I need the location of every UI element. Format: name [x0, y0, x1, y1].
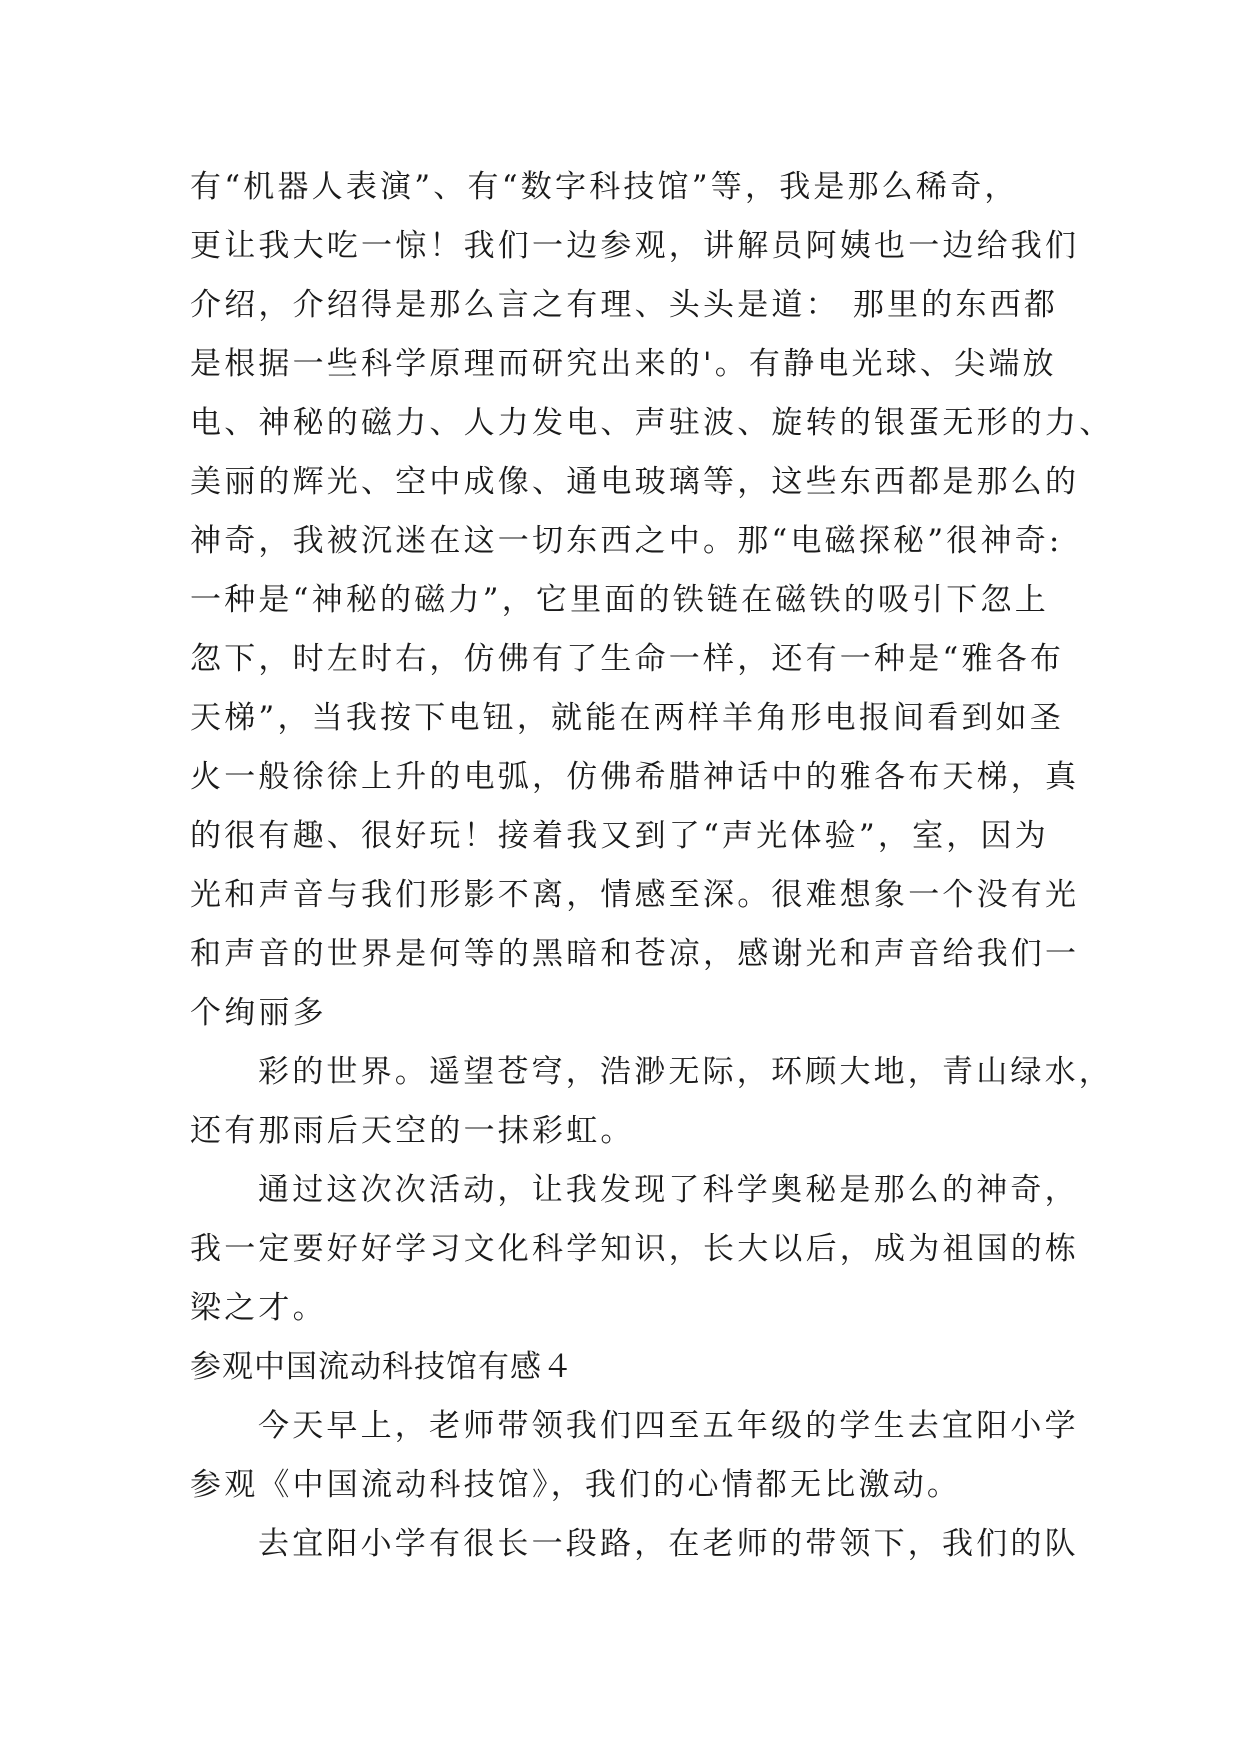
- text-line: 神奇，我被沉迷在这一切东西之中。那“电磁探秘”很神奇:: [190, 523, 1063, 559]
- text-line: 忽下，时左时右，仿佛有了生命一样，还有一种是“雅各布: [190, 641, 1065, 677]
- text-line: 是根据一些科学原理而研究出来的'。有静电光球、尖端放: [190, 346, 1057, 382]
- section-heading: 参观中国流动科技馆有感４: [190, 1349, 574, 1385]
- text-line: 火一般徐徐上升的电弧，仿佛希腊神话中的雅各布天梯，真: [190, 759, 1080, 795]
- text-line: 有“机器人表演”、有“数字科技馆”等，我是那么稀奇，: [190, 169, 1019, 205]
- text-line: 梁之才。: [190, 1290, 327, 1326]
- paragraph-first-line: 通过这次次活动，让我发现了科学奥秘是那么的神奇，: [258, 1172, 1079, 1208]
- text-line: 我一定要好好学习文化科学知识，长大以后，成为祖国的栋: [190, 1231, 1080, 1267]
- text-line: 还有那雨后天空的一抹彩虹。: [190, 1113, 635, 1149]
- text-line: 一种是“神秘的磁力”，它里面的铁链在磁铁的吸引下忽上: [190, 582, 1049, 618]
- paragraph-first-line: 去宜阳小学有很长一段路，在老师的带领下，我们的队: [258, 1526, 1079, 1562]
- paragraph-first-line: 今天早上，老师带领我们四至五年级的学生去宜阳小学: [258, 1408, 1079, 1444]
- text-line: 天梯”，当我按下电钮，就能在两样羊角形电报间看到如圣: [190, 700, 1065, 736]
- text-line: 电、神秘的磁力、人力发电、声驻波、旋转的银蛋无形的力、: [190, 405, 1114, 441]
- text-line: 更让我大吃一惊！我们一边参观，讲解员阿姨也一边给我们: [190, 228, 1080, 264]
- text-line: 参观《中国流动科技馆》，我们的心情都无比激动。: [190, 1467, 962, 1503]
- document-body: [190, 158, 1114, 1574]
- text-line: 个绚丽多: [190, 995, 327, 1031]
- text-line: 的很有趣、很好玩！接着我又到了“声光体验”，室，因为: [190, 818, 1049, 854]
- text-line: 光和声音与我们形影不离，情感至深。很难想象一个没有光: [190, 877, 1080, 913]
- text-line: 介绍，介绍得是那么言之有理、头头是道： 那里的东西都: [190, 287, 1059, 323]
- text-line: 美丽的辉光、空中成像、通电玻璃等，这些东西都是那么的: [190, 464, 1080, 500]
- paragraph-first-line: 彩的世界。遥望苍穹，浩渺无际，环顾大地，青山绿水，: [258, 1054, 1113, 1090]
- text-line: 和声音的世界是何等的黑暗和苍凉，感谢光和声音给我们一: [190, 936, 1080, 972]
